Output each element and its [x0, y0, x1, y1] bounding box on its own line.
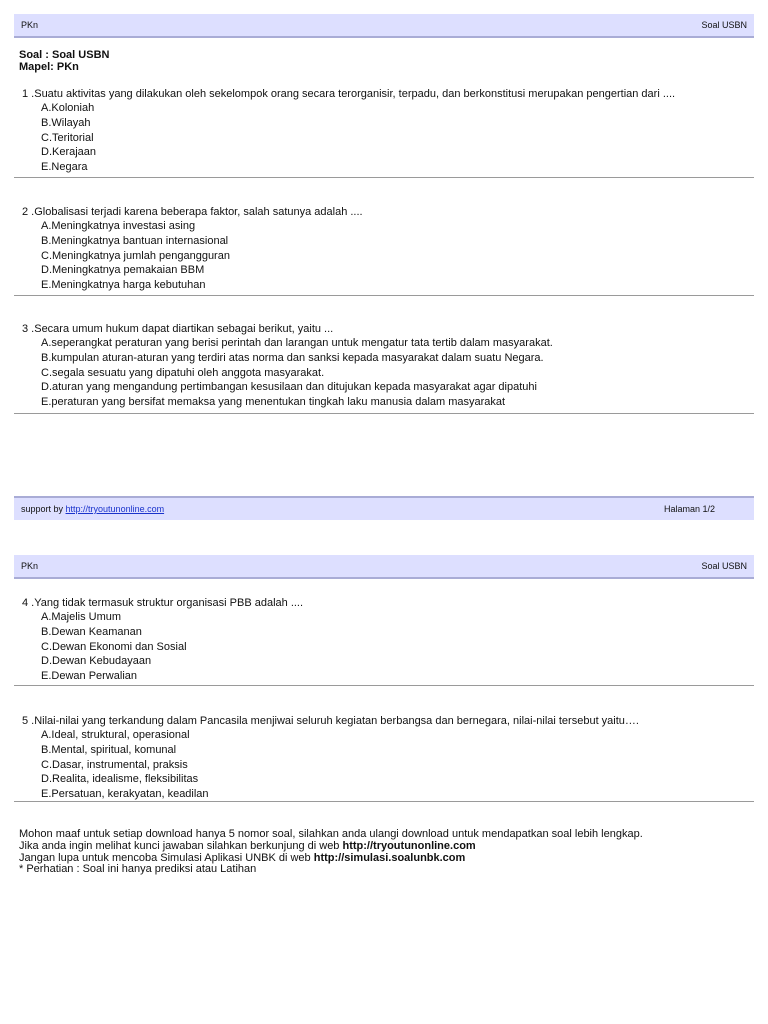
question-4-option-c: C.Dewan Ekonomi dan Sosial [41, 640, 187, 653]
question-4-options [14, 610, 754, 684]
question-1-option-b: B.Wilayah [41, 116, 91, 129]
question-1-option-a: A.Koloniah [41, 102, 95, 114]
question-1 [14, 87, 754, 175]
question-1-divider [14, 177, 754, 178]
question-4-divider [14, 685, 754, 686]
question-3-option-d: D.aturan yang mengandung pertimbangan kesusilaan dan ditujukan kepada masyarakat agar dipatuhi [41, 381, 537, 394]
question-5-option-a: A.Ideal, struktural, operasional [41, 729, 190, 741]
question-3-options [14, 336, 754, 410]
page1-header-bar [14, 14, 754, 38]
question-1-text: 1 .Suatu aktivitas yang dilakukan oleh sekelompok orang secara terorganisir, terpadu, dan berkonstitusi merupakan pengertian dari .... [22, 88, 676, 100]
question-4-option-b: B.Dewan Keamanan [41, 625, 142, 638]
question-5-option-e: E.Persatuan, kerakyatan, keadilan [41, 788, 209, 801]
notice-simulation-link[interactable]: http://simulasi.soalunbk.com [313, 851, 466, 864]
exam-title: Soal : Soal USBN [19, 49, 110, 61]
question-2-option-d: D.Meningkatnya pemakaian BBM [41, 264, 205, 277]
question-2-option-a: A.Meningkatnya investasi asing [41, 220, 196, 232]
question-3-option-a: A.seperangkat peraturan yang berisi perintah dan larangan untuk mengatur tata tertib dalam masyarakat. [41, 337, 553, 349]
question-5-option-d: D.Realita, idealisme, fleksibilitas [41, 773, 199, 786]
question-2-text: 2 .Globalisasi terjadi karena beberapa faktor, salah satunya adalah .... [22, 206, 363, 218]
question-1-option-d: D.Kerajaan [41, 146, 97, 159]
question-3-option-c: C.segala sesuatu yang dipatuhi oleh anggota masyarakat. [41, 366, 325, 379]
question-3-divider [14, 413, 754, 414]
question-5-option-b: B.Mental, spiritual, komunal [41, 743, 177, 756]
question-1-option-c: C.Teritorial [41, 131, 94, 144]
page1-footer-bar [14, 496, 754, 520]
question-5-text: 5 .Nilai-nilai yang terkandung dalam Pancasila menjiwai seluruh kegiatan berbangsa dan bernegara, nilai-nilai tersebut yaitu…. [22, 715, 639, 727]
page2-header-subject: PKn [21, 561, 39, 571]
question-2 [14, 205, 754, 293]
question-4 [14, 596, 754, 684]
page2-header-exam: Soal USBN [701, 561, 747, 571]
question-3 [14, 322, 754, 410]
document-heading [19, 49, 109, 73]
question-5-divider [14, 801, 754, 802]
question-3-option-b: B.kumpulan aturan-aturan yang terdiri atas norma dan sanksi kepada masyarakat dalam suatu Negara. [41, 351, 544, 364]
question-1-options [14, 101, 754, 175]
download-notice [19, 829, 643, 876]
footer-support [21, 504, 164, 514]
question-2-option-e: E.Meningkatnya harga kebutuhan [41, 279, 206, 292]
question-5 [14, 714, 754, 802]
notice-line-2-text: Jika anda ingin melihat kunci jawaban silahkan berkunjung di web [19, 839, 343, 852]
question-4-option-d: D.Dewan Kebudayaan [41, 655, 152, 668]
question-3-text: 3 .Secara umum hukum dapat diartikan sebagai berikut, yaitu ... [22, 323, 334, 335]
notice-line-3-text: Jangan lupa untuk mencoba Simulasi Aplikasi UNBK di web [19, 851, 314, 864]
page2-header-bar [14, 555, 754, 579]
question-1-option-e: E.Negara [41, 161, 88, 174]
page-number: Halaman 1/2 [663, 504, 715, 514]
footer-support-link[interactable]: http://tryoutunonline.com [65, 504, 165, 514]
question-3-option-e: E.peraturan yang bersifat memaksa yang menentukan tingkah laku manusia dalam masyarakat [41, 396, 506, 409]
subject-title: Mapel: PKn [19, 61, 79, 73]
page1-header-exam: Soal USBN [701, 20, 747, 30]
notice-line-1: Mohon maaf untuk setiap download hanya 5 nomor soal, silahkan anda ulangi download untuk mendapatkan soal lebih lengkap. [19, 828, 643, 840]
question-2-option-c: C.Meningkatnya jumlah pengangguran [41, 249, 230, 262]
question-2-options [14, 219, 754, 293]
footer-support-label: support by [21, 504, 66, 514]
question-5-options [14, 728, 754, 802]
question-4-option-e: E.Dewan Perwalian [41, 670, 137, 683]
question-5-option-c: C.Dasar, instrumental, praksis [41, 758, 188, 771]
question-4-text: 4 .Yang tidak termasuk struktur organisasi PBB adalah .... [22, 597, 304, 609]
page1-header-subject: PKn [21, 20, 39, 30]
notice-answer-key-link[interactable]: http://tryoutunonline.com [342, 839, 476, 852]
notice-line-4: * Perhatian : Soal ini hanya prediksi atau Latihan [19, 863, 257, 876]
question-2-divider [14, 295, 754, 296]
question-4-option-a: A.Majelis Umum [41, 611, 122, 623]
question-2-option-b: B.Meningkatnya bantuan internasional [41, 234, 229, 247]
